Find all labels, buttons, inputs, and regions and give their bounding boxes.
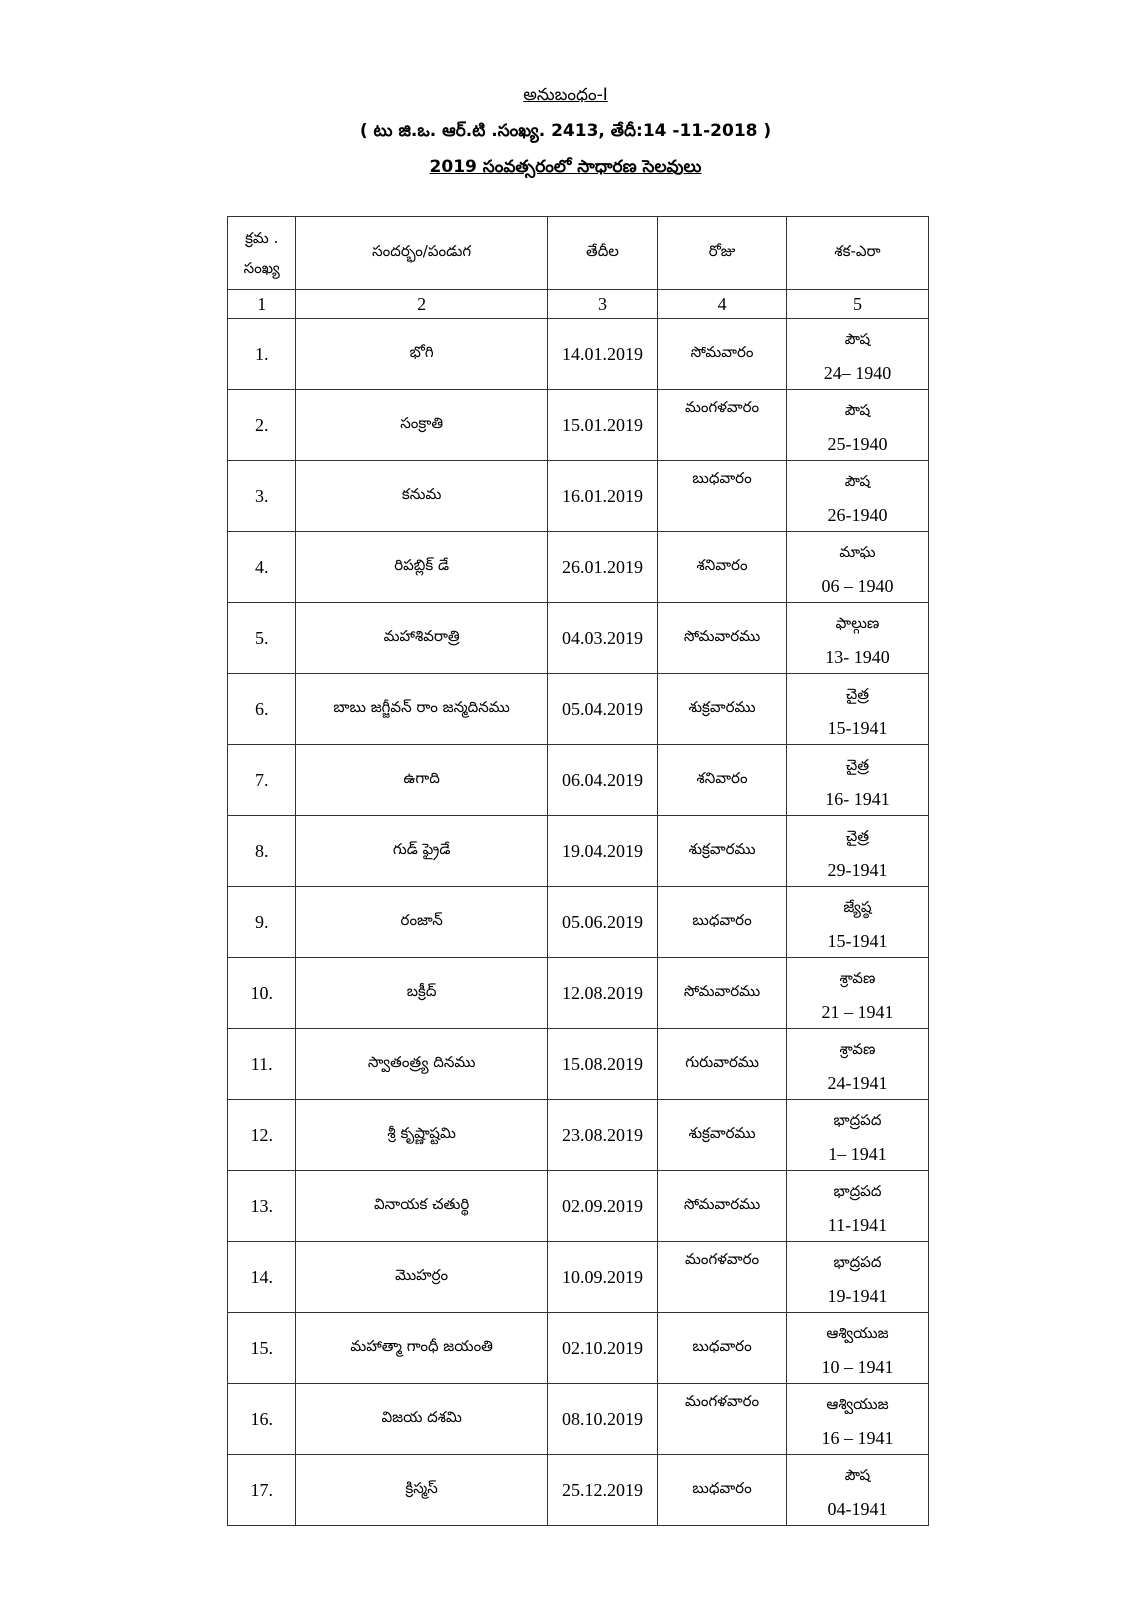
occasion-name: మొహర్రం — [296, 1242, 547, 1313]
saka-era-cell — [786, 745, 928, 816]
saka-month: భాద్రపద — [833, 1111, 882, 1129]
holiday-day: గురువారము — [658, 1029, 787, 1100]
holiday-day: సోమవారము — [658, 1171, 787, 1242]
saka-month: చైత్ర — [845, 685, 869, 703]
holiday-date: 25.12.2019 — [547, 1455, 657, 1526]
table-row — [228, 1242, 929, 1313]
saka-era-cell — [786, 958, 928, 1029]
header-saka-era: శక-ఎరా — [786, 217, 928, 290]
holidays-table — [227, 216, 929, 1526]
table-row — [228, 745, 929, 816]
holiday-day: సోమవారం — [658, 319, 787, 390]
occasion-name: మహాత్మా గాంధీ జయంతి — [296, 1313, 547, 1384]
serial-number: 12. — [228, 1100, 296, 1171]
table-row — [228, 1100, 929, 1171]
column-number-row — [228, 290, 929, 319]
column-number: 2 — [296, 290, 547, 319]
occasion-name: క్రిస్మస్ — [296, 1455, 547, 1526]
saka-year: 24-1941 — [827, 1073, 888, 1093]
occasion-name: కనుమ — [296, 461, 547, 532]
holiday-date: 19.04.2019 — [547, 816, 657, 887]
table-row — [228, 390, 929, 461]
saka-month: పౌష — [844, 472, 871, 490]
serial-number: 7. — [228, 745, 296, 816]
go-reference-text: ( టు జి.ఒ. ఆర్.టి .సంఖ్య. 2413, తేదీ:14 -11-2018 ) — [359, 121, 772, 141]
holiday-date: 12.08.2019 — [547, 958, 657, 1029]
saka-month: ఆశ్వియుజ — [826, 1395, 889, 1413]
header-serial-line2: సంఖ్య — [243, 259, 280, 277]
saka-year: 10 – 1941 — [821, 1357, 894, 1377]
saka-month: భాద్రపద — [833, 1253, 882, 1271]
saka-month: మాఘ — [839, 543, 876, 561]
saka-month: చైత్ర — [845, 756, 869, 774]
saka-era-cell — [786, 1171, 928, 1242]
saka-era-cell — [786, 887, 928, 958]
saka-year: 15-1941 — [827, 718, 888, 738]
occasion-name: సంక్రాతి — [296, 390, 547, 461]
serial-number: 16. — [228, 1384, 296, 1455]
holiday-date: 05.04.2019 — [547, 674, 657, 745]
occasion-name: ఉగాది — [296, 745, 547, 816]
table-row — [228, 1171, 929, 1242]
occasion-name: బక్రీద్ — [296, 958, 547, 1029]
holiday-date: 10.09.2019 — [547, 1242, 657, 1313]
saka-month: పౌష — [844, 401, 871, 419]
serial-number: 2. — [228, 390, 296, 461]
column-number: 4 — [658, 290, 787, 319]
table-row — [228, 674, 929, 745]
saka-month: ఫాల్గుణ — [835, 614, 880, 632]
holiday-date: 04.03.2019 — [547, 603, 657, 674]
saka-era-cell — [786, 1455, 928, 1526]
holiday-date: 06.04.2019 — [547, 745, 657, 816]
table-row — [228, 1384, 929, 1455]
saka-month: పౌష — [844, 1466, 871, 1484]
saka-era-cell — [786, 816, 928, 887]
table-row — [228, 1313, 929, 1384]
saka-era-cell — [786, 1384, 928, 1455]
column-number: 5 — [786, 290, 928, 319]
table-header-row — [228, 217, 929, 290]
occasion-name: బాబు జగ్జీవన్ రాం జన్మదినము — [296, 674, 547, 745]
header-serial-number — [228, 217, 296, 290]
saka-year: 16- 1941 — [825, 789, 890, 809]
saka-era-cell — [786, 1242, 928, 1313]
table-row — [228, 461, 929, 532]
table-row — [228, 532, 929, 603]
saka-era-cell — [786, 603, 928, 674]
saka-era-cell — [786, 532, 928, 603]
saka-era-cell — [786, 390, 928, 461]
occasion-name: గుడ్ ఫ్రైడే — [296, 816, 547, 887]
table-row — [228, 319, 929, 390]
serial-number: 10. — [228, 958, 296, 1029]
holiday-day: బుధవారం — [658, 1313, 787, 1384]
saka-era-cell — [786, 1313, 928, 1384]
holiday-date: 15.08.2019 — [547, 1029, 657, 1100]
holiday-day: మంగళవారం — [658, 1242, 787, 1313]
saka-era-cell — [786, 1100, 928, 1171]
serial-number: 8. — [228, 816, 296, 887]
occasion-name: శ్రీ కృష్ణాష్టమి — [296, 1100, 547, 1171]
annexure-label: అనుబంధం-I — [523, 85, 608, 105]
column-number: 3 — [547, 290, 657, 319]
occasion-name: వినాయక చతుర్థి — [296, 1171, 547, 1242]
page-title — [0, 156, 1131, 178]
table-row — [228, 958, 929, 1029]
holiday-date: 02.09.2019 — [547, 1171, 657, 1242]
holiday-day: శుక్రవారము — [658, 674, 787, 745]
occasion-name: భోగి — [296, 319, 547, 390]
header-date: తేదీల — [547, 217, 657, 290]
holiday-date: 08.10.2019 — [547, 1384, 657, 1455]
saka-year: 25-1940 — [827, 434, 888, 454]
holidays-table-body — [228, 319, 929, 1526]
holiday-day: సోమవారము — [658, 603, 787, 674]
holiday-day: బుధవారం — [658, 887, 787, 958]
saka-year: 19-1941 — [827, 1286, 888, 1306]
saka-year: 1– 1941 — [828, 1144, 887, 1164]
column-number: 1 — [228, 290, 296, 319]
holiday-day: బుధవారం — [658, 1455, 787, 1526]
holiday-date: 26.01.2019 — [547, 532, 657, 603]
holiday-date: 14.01.2019 — [547, 319, 657, 390]
table-row — [228, 887, 929, 958]
serial-number: 4. — [228, 532, 296, 603]
saka-month: శ్రావణ — [839, 1040, 876, 1058]
saka-month: జ్యేష్ఠ — [843, 898, 872, 916]
table-row — [228, 816, 929, 887]
serial-number: 15. — [228, 1313, 296, 1384]
saka-era-cell — [786, 461, 928, 532]
saka-month: పౌష — [844, 330, 871, 348]
saka-year: 26-1940 — [827, 505, 888, 525]
header-day: రోజు — [658, 217, 787, 290]
annexure-title — [0, 84, 1131, 106]
holiday-day: మంగళవారం — [658, 1384, 787, 1455]
go-reference — [0, 120, 1131, 142]
table-row — [228, 603, 929, 674]
holiday-day: బుధవారం — [658, 461, 787, 532]
holiday-date: 23.08.2019 — [547, 1100, 657, 1171]
header-serial-line1: క్రమ . — [245, 229, 279, 247]
holiday-date: 16.01.2019 — [547, 461, 657, 532]
saka-year: 06 – 1940 — [821, 576, 894, 596]
serial-number: 5. — [228, 603, 296, 674]
saka-era-cell — [786, 1029, 928, 1100]
holiday-day: శుక్రవారము — [658, 1100, 787, 1171]
page-title-text: 2019 సంవత్సరంలో సాధారణ సెలవులు — [429, 157, 702, 177]
saka-month: ఆశ్వియుజ — [826, 1324, 889, 1342]
table-row — [228, 1455, 929, 1526]
saka-era-cell — [786, 319, 928, 390]
occasion-name: రిపబ్లిక్ డే — [296, 532, 547, 603]
holiday-day: మంగళవారం — [658, 390, 787, 461]
saka-year: 29-1941 — [827, 860, 888, 880]
serial-number: 6. — [228, 674, 296, 745]
holiday-date: 05.06.2019 — [547, 887, 657, 958]
occasion-name: రంజాన్ — [296, 887, 547, 958]
serial-number: 17. — [228, 1455, 296, 1526]
saka-year: 04-1941 — [827, 1499, 888, 1519]
header-occasion: సందర్భం/పండుగ — [296, 217, 547, 290]
saka-year: 11-1941 — [827, 1215, 888, 1235]
serial-number: 3. — [228, 461, 296, 532]
occasion-name: స్వాతంత్ర్య దినము — [296, 1029, 547, 1100]
holiday-date: 15.01.2019 — [547, 390, 657, 461]
saka-era-cell — [786, 674, 928, 745]
serial-number: 13. — [228, 1171, 296, 1242]
table-row — [228, 1029, 929, 1100]
holiday-day: శనివారం — [658, 532, 787, 603]
saka-month: శ్రావణ — [839, 969, 876, 987]
saka-year: 13- 1940 — [825, 647, 890, 667]
saka-month: భాద్రపద — [833, 1182, 882, 1200]
occasion-name: మహాశివరాత్రి — [296, 603, 547, 674]
serial-number: 1. — [228, 319, 296, 390]
saka-year: 15-1941 — [827, 931, 888, 951]
serial-number: 11. — [228, 1029, 296, 1100]
saka-year: 21 – 1941 — [821, 1002, 894, 1022]
saka-month: చైత్ర — [845, 827, 869, 845]
holiday-day: శుక్రవారము — [658, 816, 787, 887]
holiday-date: 02.10.2019 — [547, 1313, 657, 1384]
holiday-day: సోమవారము — [658, 958, 787, 1029]
serial-number: 9. — [228, 887, 296, 958]
serial-number: 14. — [228, 1242, 296, 1313]
saka-year: 16 – 1941 — [821, 1428, 894, 1448]
saka-year: 24– 1940 — [823, 363, 892, 383]
occasion-name: విజయ దశమి — [296, 1384, 547, 1455]
holiday-day: శనివారం — [658, 745, 787, 816]
